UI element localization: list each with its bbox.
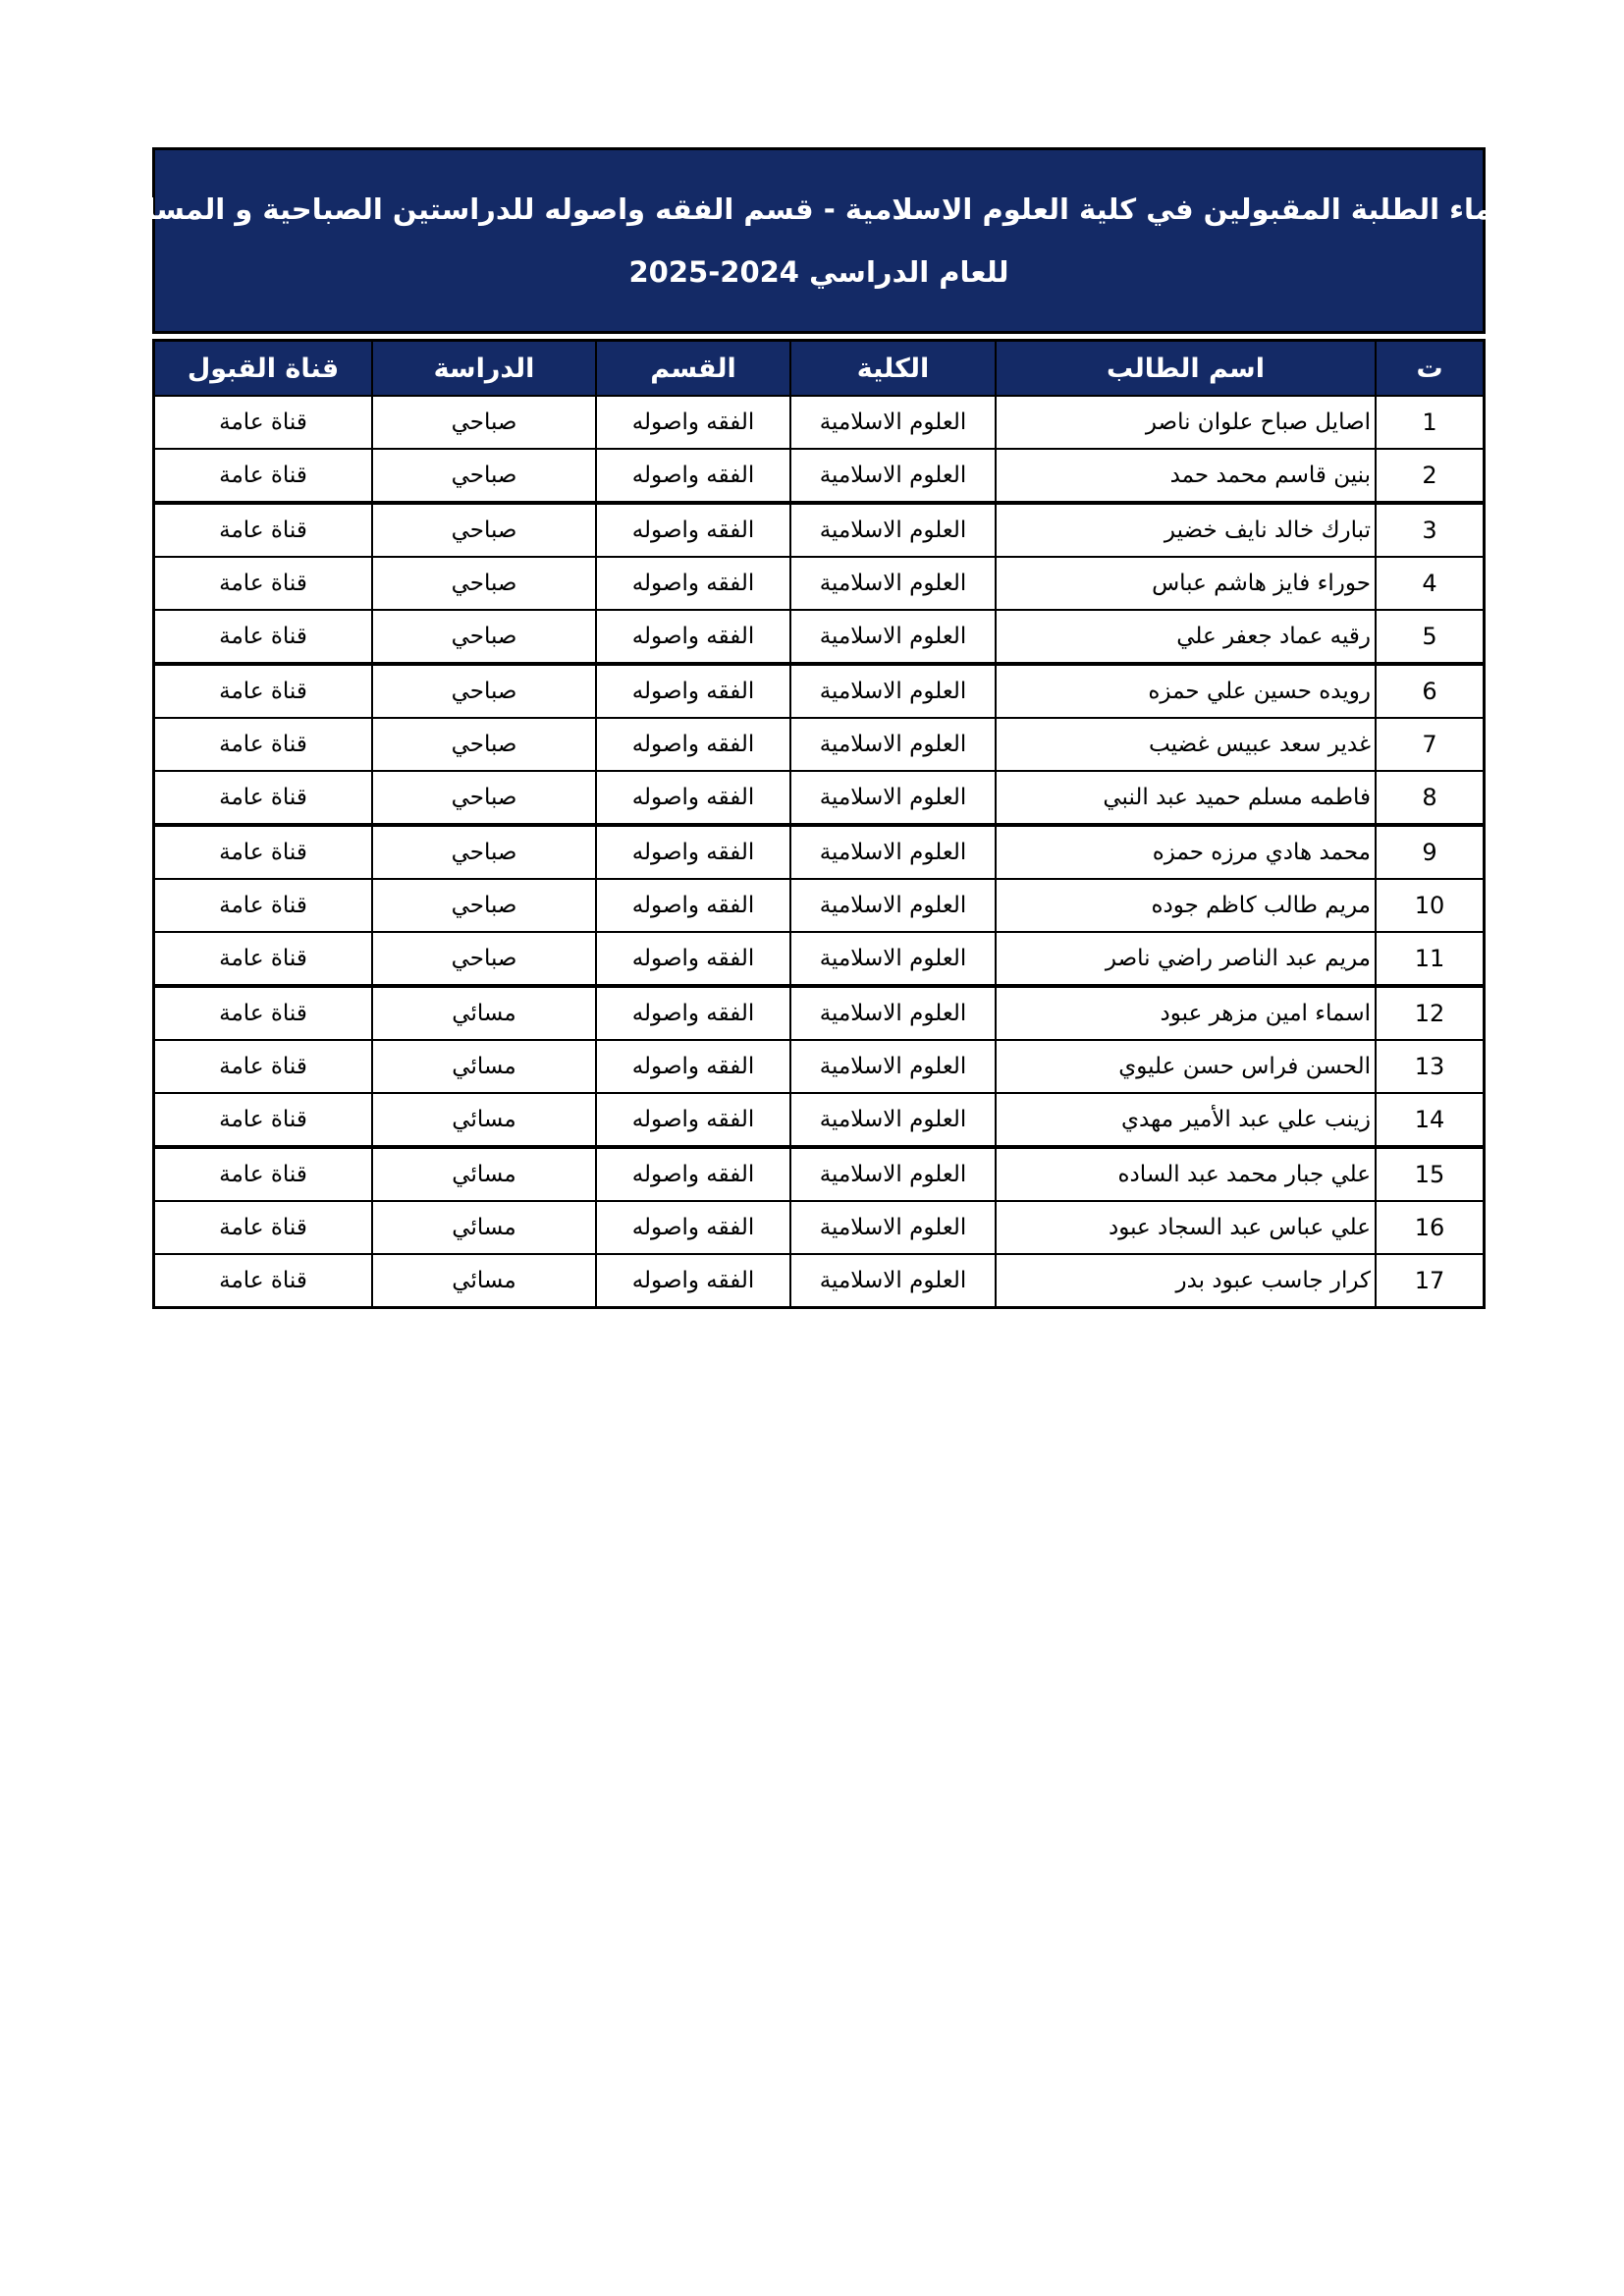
table-row (155, 880, 1483, 933)
cell-admission: قناة عامة (219, 624, 307, 649)
cell-study: مسائي (371, 1041, 595, 1092)
cell-row-number: 10 (1375, 880, 1483, 931)
cell-department: الفقه واصوله (595, 505, 789, 556)
cell-admission: قناة عامة (219, 1268, 307, 1293)
cell-student-name: فاطمه مسلم حميد عبد النبي (995, 772, 1375, 823)
cell-study: صباحي (371, 397, 595, 448)
column-header-no: ت (1375, 342, 1483, 395)
cell-student-name: بنين قاسم محمد حمد (995, 450, 1375, 501)
cell-department: الفقه واصوله (595, 558, 789, 609)
cell-student-name: علي عباس عبد السجاد عبود (995, 1202, 1375, 1253)
table-row (155, 558, 1483, 611)
cell-college: العلوم الاسلامية (789, 772, 995, 823)
table-row (155, 933, 1483, 988)
table-row (155, 397, 1483, 450)
cell-department: الفقه واصوله (595, 1041, 789, 1092)
column-header-department: القسم (595, 342, 789, 395)
cell-admission: قناة عامة (219, 840, 307, 865)
cell-admission: قناة عامة (219, 1215, 307, 1240)
cell-college: العلوم الاسلامية (789, 1041, 995, 1092)
cell-student-name: محمد هادي مرزه حمزه (995, 827, 1375, 878)
cell-college: العلوم الاسلامية (789, 666, 995, 717)
cell-admission: قناة عامة (219, 1162, 307, 1187)
cell-department: الفقه واصوله (595, 450, 789, 501)
cell-study: مسائي (371, 1255, 595, 1306)
cell-admission: قناة عامة (219, 1054, 307, 1079)
cell-college: العلوم الاسلامية (789, 397, 995, 448)
cell-study: صباحي (371, 719, 595, 770)
cell-row-number: 11 (1375, 933, 1483, 984)
cell-student-name: علي جبار محمد عبد الساده (995, 1149, 1375, 1200)
cell-college: العلوم الاسلامية (789, 1094, 995, 1145)
cell-study: صباحي (371, 611, 595, 662)
cell-study: صباحي (371, 933, 595, 984)
table-row (155, 719, 1483, 772)
cell-department: الفقه واصوله (595, 1202, 789, 1253)
cell-admission: قناة عامة (219, 518, 307, 543)
cell-study: صباحي (371, 880, 595, 931)
cell-study: صباحي (371, 558, 595, 609)
cell-admission: قناة عامة (219, 410, 307, 435)
cell-student-name: مريم عبد الناصر راضي ناصر (995, 933, 1375, 984)
cell-department: الفقه واصوله (595, 397, 789, 448)
column-header-study: الدراسة (371, 342, 595, 395)
cell-college: العلوم الاسلامية (789, 558, 995, 609)
cell-department: الفقه واصوله (595, 611, 789, 662)
cell-student-name: رويده حسين علي حمزه (995, 666, 1375, 717)
cell-department: الفقه واصوله (595, 827, 789, 878)
cell-study: مسائي (371, 1094, 595, 1145)
cell-admission: قناة عامة (219, 1001, 307, 1026)
cell-study: صباحي (371, 827, 595, 878)
cell-row-number: 4 (1375, 558, 1483, 609)
cell-study: مسائي (371, 1202, 595, 1253)
cell-student-name: غدير سعد عبيس غضيب (995, 719, 1375, 770)
cell-student-name: مريم طالب كاظم جوده (995, 880, 1375, 931)
table-row (155, 1202, 1483, 1255)
cell-admission: قناة عامة (219, 463, 307, 488)
cell-row-number: 1 (1375, 397, 1483, 448)
cell-department: الفقه واصوله (595, 1094, 789, 1145)
table-row (155, 505, 1483, 558)
cell-college: العلوم الاسلامية (789, 719, 995, 770)
cell-row-number: 2 (1375, 450, 1483, 501)
cell-student-name: حوراء فايز هاشم عباس (995, 558, 1375, 609)
cell-study: صباحي (371, 505, 595, 556)
cell-student-name: زينب علي عبد الأمير مهدي (995, 1094, 1375, 1145)
cell-study: مسائي (371, 1149, 595, 1200)
cell-study: مسائي (371, 988, 595, 1039)
cell-admission: قناة عامة (219, 785, 307, 810)
cell-department: الفقه واصوله (595, 933, 789, 984)
cell-row-number: 6 (1375, 666, 1483, 717)
document-title: اسماء الطلبة المقبولين في كلية العلوم الاسلامية - قسم الفقه واصوله للدراستين الصباحية و المسائية (106, 192, 1532, 226)
cell-college: العلوم الاسلامية (789, 450, 995, 501)
cell-department: الفقه واصوله (595, 719, 789, 770)
cell-department: الفقه واصوله (595, 1255, 789, 1306)
cell-admission: قناة عامة (219, 571, 307, 596)
cell-student-name: الحسن فراس حسن عليوي (995, 1041, 1375, 1092)
table-body (155, 397, 1483, 1306)
cell-department: الفقه واصوله (595, 666, 789, 717)
cell-row-number: 17 (1375, 1255, 1483, 1306)
table-row (155, 1149, 1483, 1202)
cell-college: العلوم الاسلامية (789, 1149, 995, 1200)
column-header-name: اسم الطالب (995, 342, 1375, 395)
cell-admission: قناة عامة (219, 946, 307, 971)
cell-college: العلوم الاسلامية (789, 827, 995, 878)
accepted-students-table (152, 339, 1486, 1309)
cell-row-number: 14 (1375, 1094, 1483, 1145)
cell-admission: قناة عامة (219, 679, 307, 704)
academic-year-subtitle: للعام الدراسي 2024‏-‏2025 (628, 255, 1009, 289)
column-header-admission: قناة القبول (155, 342, 371, 395)
table-row (155, 450, 1483, 505)
cell-student-name: رقيه عماد جعفر علي (995, 611, 1375, 662)
table-row (155, 611, 1483, 666)
table-row (155, 1041, 1483, 1094)
cell-college: العلوم الاسلامية (789, 933, 995, 984)
cell-student-name: اسماء امين مزهر عبود (995, 988, 1375, 1039)
table-row (155, 988, 1483, 1041)
cell-department: الفقه واصوله (595, 988, 789, 1039)
cell-admission: قناة عامة (219, 732, 307, 757)
table-row (155, 772, 1483, 827)
cell-study: صباحي (371, 450, 595, 501)
cell-admission: قناة عامة (219, 1107, 307, 1132)
cell-college: العلوم الاسلامية (789, 505, 995, 556)
title-block (106, 147, 1532, 334)
cell-department: الفقه واصوله (595, 1149, 789, 1200)
table-row (155, 666, 1483, 719)
column-header-college: الكلية (789, 342, 995, 395)
cell-row-number: 7 (1375, 719, 1483, 770)
table-row (155, 827, 1483, 880)
cell-admission: قناة عامة (219, 893, 307, 918)
cell-row-number: 9 (1375, 827, 1483, 878)
table-header-row (155, 342, 1483, 397)
cell-row-number: 8 (1375, 772, 1483, 823)
cell-row-number: 5 (1375, 611, 1483, 662)
cell-college: العلوم الاسلامية (789, 611, 995, 662)
cell-college: العلوم الاسلامية (789, 988, 995, 1039)
cell-row-number: 3 (1375, 505, 1483, 556)
cell-student-name: اصايل صباح علوان ناصر (995, 397, 1375, 448)
cell-department: الفقه واصوله (595, 772, 789, 823)
acceptance-document (106, 147, 1532, 1309)
cell-row-number: 16 (1375, 1202, 1483, 1253)
cell-college: العلوم الاسلامية (789, 880, 995, 931)
cell-student-name: كرار جاسب عبود بدر (995, 1255, 1375, 1306)
cell-college: العلوم الاسلامية (789, 1202, 995, 1253)
cell-row-number: 13 (1375, 1041, 1483, 1092)
cell-row-number: 15 (1375, 1149, 1483, 1200)
cell-college: العلوم الاسلامية (789, 1255, 995, 1306)
cell-study: صباحي (371, 666, 595, 717)
cell-student-name: تبارك خالد نايف خضير (995, 505, 1375, 556)
cell-study: صباحي (371, 772, 595, 823)
cell-department: الفقه واصوله (595, 880, 789, 931)
table-row (155, 1255, 1483, 1306)
cell-row-number: 12 (1375, 988, 1483, 1039)
table-row (155, 1094, 1483, 1149)
